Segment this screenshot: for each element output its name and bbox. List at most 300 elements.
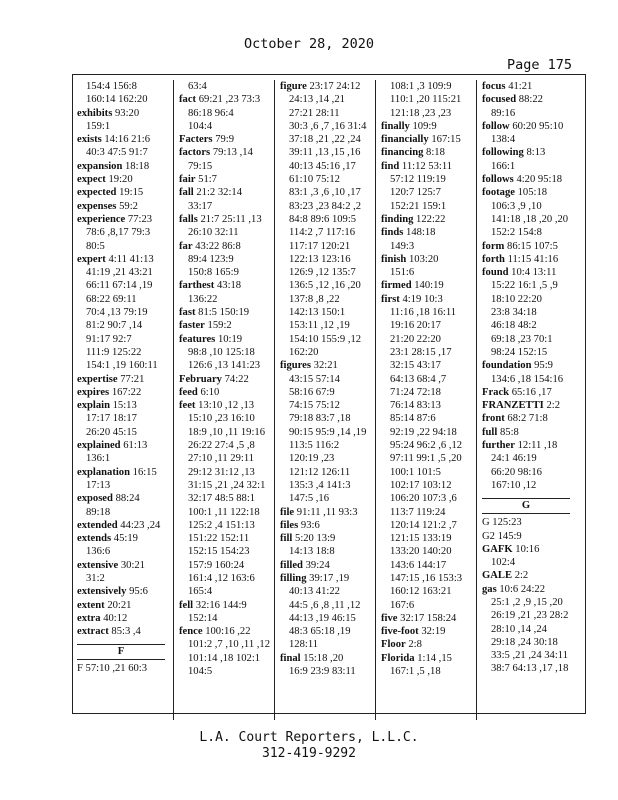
- index-term: feet: [179, 400, 196, 412]
- index-entry: [381, 120, 473, 133]
- index-continuation-line: 18:10 22:20: [491, 293, 542, 305]
- index-continuation-line: 135:3 ,4 141:3: [289, 479, 351, 491]
- index-entry: [280, 359, 372, 372]
- index-continuation-line: 89:18: [86, 506, 111, 518]
- index-entry: [482, 439, 574, 452]
- index-continuation-line: 102:17 103:12: [390, 479, 452, 491]
- index-term: figures: [280, 360, 311, 372]
- index-term: firmed: [381, 280, 412, 292]
- index-page-refs: 86:15 107:5: [507, 240, 558, 252]
- index-entry: [280, 519, 372, 532]
- index-continuation-line: 134:6 ,18 154:16: [491, 373, 564, 385]
- index-entry: [280, 506, 372, 519]
- index-page-refs: 122:22: [416, 213, 446, 225]
- index-term: Floor: [381, 639, 406, 651]
- index-continuation-line: 98:24 152:15: [491, 346, 548, 358]
- index-column-2: [179, 80, 271, 720]
- index-page-refs: 10:19: [217, 333, 243, 345]
- index-entry: [482, 93, 574, 106]
- index-continuation-line: 136:1: [86, 453, 111, 465]
- index-page-refs: 4:20 95:18: [516, 174, 563, 186]
- index-continuation-line: 26:22 27:4 ,5 ,8: [188, 440, 255, 452]
- index-term: expansion: [77, 160, 123, 172]
- index-term: explained: [77, 440, 121, 452]
- index-entry: [179, 333, 271, 346]
- index-page-refs: 167:15: [431, 134, 461, 146]
- index-continuation-line: 70:4 ,13 79:19: [86, 307, 148, 319]
- column-divider: [476, 80, 477, 720]
- index-page-refs: 8:18: [426, 147, 445, 159]
- index-term: extended: [77, 519, 118, 531]
- index-entry: [381, 226, 473, 239]
- index-continuation-line: 83:23 ,23 84:2 ,2: [289, 200, 362, 212]
- index-column-3: [280, 80, 372, 720]
- index-continuation-line: 27:21 28:11: [289, 107, 340, 119]
- index-continuation-line: 97:11 99:1 ,5 ,20: [390, 453, 462, 465]
- index-continuation-line: 120:7 125:7: [390, 187, 441, 199]
- index-entry: [482, 173, 574, 186]
- index-continuation-line: 63:4: [188, 81, 207, 92]
- index-term: focused: [482, 94, 517, 106]
- index-continuation-line: 81:2 90:7 ,14: [86, 320, 143, 332]
- index-entry: [77, 585, 169, 598]
- index-continuation-line: 26:19 ,21 ,23 28:2: [491, 610, 569, 622]
- index-page-refs: 10:16: [515, 543, 540, 555]
- footer-phone: 312-419-9292: [262, 746, 356, 761]
- index-continuation-line: 120:19 ,23: [289, 453, 335, 465]
- index-page-refs: 43:18: [216, 280, 242, 292]
- index-page-refs: 148:18: [406, 227, 436, 239]
- index-entry: [381, 146, 473, 159]
- index-entry: [381, 213, 473, 226]
- index-entry: [482, 266, 574, 279]
- index-continuation-line: 133:20 140:20: [390, 546, 452, 558]
- index-term: follow: [482, 120, 510, 132]
- index-term: experience: [77, 213, 126, 225]
- index-continuation-line: 68:22 69:11: [86, 293, 137, 305]
- index-continuation-line: 41:19 ,21 43:21: [86, 267, 153, 279]
- index-term: fill: [280, 533, 293, 545]
- index-entry: [179, 373, 271, 386]
- index-term: expect: [77, 174, 106, 186]
- index-entry: [280, 559, 372, 572]
- index-continuation-line: 160:12 163:21: [390, 586, 452, 598]
- index-term: exposed: [77, 493, 113, 505]
- index-continuation-line: 110:1 ,20 115:21: [390, 94, 462, 106]
- index-continuation-line: 152:15 154:23: [188, 546, 250, 558]
- index-entry: [482, 253, 574, 266]
- index-term: faster: [179, 320, 205, 332]
- index-continuation-line: 104:5: [188, 666, 213, 678]
- index-continuation-line: 117:17 120:21: [289, 240, 351, 252]
- index-continuation-line: 111:9 125:22: [86, 346, 142, 358]
- index-continuation-line: 154:1 ,19 160:11: [86, 360, 158, 372]
- index-continuation-line: 167:10 ,12: [491, 479, 537, 491]
- index-page-refs: 21:7 25:11 ,13: [200, 213, 262, 225]
- index-continuation-line: 86:18 96:4: [188, 107, 234, 119]
- index-term: GALE: [482, 570, 513, 582]
- index-entry: [179, 133, 271, 146]
- index-page-refs: 77:23: [127, 213, 153, 225]
- index-term: explain: [77, 400, 110, 412]
- index-page-refs: 40:12: [103, 612, 128, 624]
- index-page-refs: 74:22: [224, 373, 249, 385]
- index-continuation-line: 114:2 ,7 117:16: [289, 227, 356, 239]
- index-continuation-line: 66:11 67:14 ,19: [86, 280, 153, 292]
- index-entry: [77, 599, 169, 612]
- index-continuation-line: 106:20 107:3 ,6: [390, 493, 457, 505]
- index-continuation-line: 17:17 18:17: [86, 413, 137, 425]
- index-continuation-line: 19:16 20:17: [390, 320, 441, 332]
- index-entry: [77, 625, 169, 638]
- index-continuation-line: 16:9 23:9 83:11: [289, 666, 356, 678]
- index-continuation-line: 90:15 95:9 ,14 ,19: [289, 426, 367, 438]
- index-continuation-line: 17:13: [86, 479, 111, 491]
- index-term: further: [482, 440, 515, 452]
- index-term: Frack: [482, 386, 510, 398]
- index-entry: [179, 306, 271, 319]
- index-term: finding: [381, 213, 414, 225]
- index-entry: [179, 625, 271, 638]
- index-entry: [179, 146, 271, 159]
- index-continuation-line: 113:7 119:24: [390, 506, 446, 518]
- index-term: extract: [77, 626, 109, 638]
- index-continuation-line: 138:4: [491, 134, 516, 146]
- index-continuation-line: 106:3 ,9 ,10: [491, 200, 542, 212]
- index-continuation-line: 31:15 ,21 ,24 32:1: [188, 479, 266, 491]
- index-continuation-line: 44:13 ,19 46:15: [289, 612, 356, 624]
- index-entry: [482, 543, 574, 556]
- index-entry: F 57:10 ,21 60:3: [77, 663, 148, 675]
- index-continuation-line: 160:14 162:20: [86, 94, 148, 106]
- column-divider: [274, 80, 275, 720]
- index-entry: G 125:23: [482, 517, 522, 529]
- index-entry: [77, 373, 169, 386]
- index-term: final: [280, 652, 301, 664]
- index-continuation-line: 136:5 ,12 ,16 ,20: [289, 280, 361, 292]
- index-continuation-line: 28:10 ,14 ,24: [491, 623, 547, 635]
- index-term: found: [482, 267, 509, 279]
- index-entry: [482, 80, 574, 93]
- index-entry: [381, 293, 473, 306]
- index-continuation-line: 85:14 87:6: [390, 413, 436, 425]
- index-continuation-line: 154:4 156:8: [86, 81, 137, 92]
- index-term: filled: [280, 559, 303, 571]
- index-page-refs: 23:17 24:12: [309, 81, 361, 92]
- index-page-refs: 19:20: [108, 174, 133, 186]
- index-entry: [179, 279, 271, 292]
- index-continuation-line: 38:7 64:13 ,17 ,18: [491, 663, 569, 675]
- index-page-refs: 4:19 10:3: [402, 293, 443, 305]
- index-continuation-line: 32:17 48:5 88:1: [188, 493, 256, 505]
- index-term: following: [482, 147, 524, 159]
- index-continuation-line: 66:20 98:16: [491, 466, 542, 478]
- index-entry: [77, 559, 169, 572]
- index-continuation-line: 162:20: [289, 346, 319, 358]
- section-letter-heading: G: [482, 498, 570, 514]
- index-entry: [482, 359, 574, 372]
- index-continuation-line: 32:15 43:17: [390, 360, 441, 372]
- index-continuation-line: 30:3 ,6 ,7 ,16 31:4: [289, 120, 367, 132]
- index-term: fast: [179, 307, 196, 319]
- index-continuation-line: 104:4: [188, 120, 213, 132]
- index-term: farthest: [179, 280, 215, 292]
- index-page-refs: 41:21: [508, 81, 533, 92]
- index-continuation-line: 58:16 67:9: [289, 386, 335, 398]
- index-entry: [381, 652, 473, 665]
- index-page-refs: 88:24: [115, 493, 140, 505]
- index-continuation-line: 39:11 ,13 ,15 ,16: [289, 147, 361, 159]
- index-term: Florida: [381, 652, 415, 664]
- index-page-refs: 32:19: [421, 626, 446, 638]
- index-continuation-line: 46:18 48:2: [491, 320, 537, 332]
- index-continuation-line: 159:1: [86, 120, 111, 132]
- index-continuation-line: 167:1 ,5 ,18: [390, 666, 441, 678]
- index-continuation-line: 152:14: [188, 612, 218, 624]
- index-entry: [381, 133, 473, 146]
- index-entry: [77, 160, 169, 173]
- footer-company: L.A. Court Reporters, L.L.C.: [199, 730, 419, 745]
- column-divider: [375, 80, 376, 720]
- index-page-refs: 68:2 71:8: [507, 413, 548, 425]
- page-number: Page 175: [506, 57, 572, 73]
- index-continuation-line: 152:21 159:1: [390, 200, 447, 212]
- index-page-refs: 81:5 150:19: [198, 307, 250, 319]
- index-continuation-line: 40:13 41:22: [289, 586, 340, 598]
- index-term: focus: [482, 81, 506, 92]
- index-continuation-line: 18:9 ,10 ,11 19:16: [188, 426, 266, 438]
- index-term: finish: [381, 253, 407, 265]
- index-continuation-line: 128:11: [289, 639, 319, 651]
- index-continuation-line: 79:18 83:7 ,18: [289, 413, 351, 425]
- index-term: foundation: [482, 360, 532, 372]
- index-entry: [77, 492, 169, 505]
- index-page-refs: 19:15: [119, 187, 144, 199]
- index-continuation-line: 108:1 ,3 109:9: [390, 81, 452, 92]
- index-term: fair: [179, 174, 196, 186]
- index-entry: [179, 93, 271, 106]
- index-entry: [77, 213, 169, 226]
- index-continuation-line: 24:1 46:19: [491, 453, 537, 465]
- index-page-refs: 43:22 86:8: [195, 240, 241, 252]
- index-term: follows: [482, 174, 514, 186]
- index-page-refs: 88:22: [518, 94, 543, 106]
- index-page-refs: 51:7: [198, 174, 217, 186]
- index-term: expected: [77, 187, 117, 199]
- index-continuation-line: 43:15 57:14: [289, 373, 340, 385]
- index-page-refs: 11:15 41:16: [507, 253, 559, 265]
- index-entry: [482, 240, 574, 253]
- index-entry: [179, 213, 271, 226]
- index-continuation-line: 71:24 72:18: [390, 386, 441, 398]
- index-term: form: [482, 240, 505, 252]
- index-term: features: [179, 333, 216, 345]
- index-entry: [179, 186, 271, 199]
- index-continuation-line: 27:10 ,11 29:11: [188, 453, 255, 465]
- index-term: finds: [381, 227, 404, 239]
- index-page-refs: 10:6 24:22: [499, 583, 545, 595]
- index-continuation-line: 76:14 83:13: [390, 400, 441, 412]
- index-continuation-line: 15:10 ,23 16:10: [188, 413, 255, 425]
- index-continuation-line: 113:5 116:2: [289, 440, 340, 452]
- index-entry: [482, 120, 574, 133]
- index-entry: [381, 625, 473, 638]
- index-entry: [280, 532, 372, 545]
- header-date: October 28, 2020: [243, 36, 375, 52]
- index-continuation-line: 23:8 34:18: [491, 307, 537, 319]
- index-continuation-line: 101:2 ,7 ,10 ,11 ,12: [188, 639, 271, 651]
- index-page-refs: 95:9: [534, 360, 553, 372]
- index-entry: [381, 612, 473, 625]
- index-entry: [77, 466, 169, 479]
- index-page-refs: 93:20: [114, 107, 140, 119]
- index-continuation-line: 40:13 45:16 ,17: [289, 160, 356, 172]
- index-page-refs: 91:11 ,11 93:3: [296, 506, 358, 518]
- index-page-refs: 100:16 ,22: [205, 626, 251, 638]
- index-continuation-line: 122:13 123:16: [289, 253, 351, 265]
- index-entry: [77, 612, 169, 625]
- section-letter-heading: F: [77, 644, 165, 660]
- index-entry: G2 145:9: [482, 530, 522, 542]
- index-term: financing: [381, 147, 424, 159]
- index-entry: [280, 80, 372, 93]
- index-page-refs: 77:21: [120, 373, 145, 385]
- index-continuation-line: 121:18 ,23 ,23: [390, 107, 452, 119]
- index-continuation-line: 157:9 160:24: [188, 559, 245, 571]
- index-continuation-line: 154:10 155:9 ,12: [289, 333, 362, 345]
- index-term: find: [381, 160, 400, 172]
- index-continuation-line: 25:1 ,2 ,9 ,15 ,20: [491, 596, 563, 608]
- index-page-refs: 79:13 ,14: [212, 147, 253, 159]
- index-continuation-line: 141:18 ,18 ,20 ,20: [491, 213, 569, 225]
- index-page-refs: 1:14 ,15: [417, 652, 452, 664]
- index-term: full: [482, 426, 498, 438]
- index-page-refs: 95:6: [129, 586, 148, 598]
- index-entry: [381, 253, 473, 266]
- index-page-refs: 65:16 ,17: [511, 386, 552, 398]
- index-page-refs: 6:10: [200, 386, 220, 398]
- index-term: fell: [179, 599, 194, 611]
- index-term: extensive: [77, 559, 119, 571]
- index-term: gas: [482, 583, 497, 595]
- index-continuation-line: 102:4: [491, 557, 516, 569]
- index-continuation-line: 11:16 ,18 16:11: [390, 307, 457, 319]
- index-page-refs: 21:2 32:14: [196, 187, 242, 199]
- index-term: filling: [280, 572, 307, 584]
- index-page-refs: 59:2: [119, 200, 138, 212]
- index-page-refs: 45:19: [113, 533, 138, 545]
- index-page-refs: 39:24: [305, 559, 330, 571]
- index-continuation-line: 166:1: [491, 160, 516, 172]
- index-column-5: [482, 80, 574, 720]
- index-term: five-foot: [381, 626, 419, 638]
- index-continuation-line: 33:5 ,21 ,24 34:11: [491, 650, 569, 662]
- index-continuation-line: 89:4 123:9: [188, 253, 234, 265]
- index-page-refs: 140:19: [414, 280, 444, 292]
- index-term: finally: [381, 120, 410, 132]
- index-continuation-line: 44:5 ,6 ,8 ,11 ,12: [289, 599, 361, 611]
- index-term: Facters: [179, 134, 213, 146]
- index-continuation-line: 33:17: [188, 200, 213, 212]
- index-term: exhibits: [77, 107, 113, 119]
- index-continuation-line: 80:5: [86, 240, 105, 252]
- index-column-1: [77, 80, 169, 720]
- index-continuation-line: 151:22 152:11: [188, 533, 250, 545]
- index-term: GAFK: [482, 543, 513, 555]
- index-continuation-line: 98:8 ,10 125:18: [188, 346, 255, 358]
- index-entry: [179, 319, 271, 332]
- index-term: explanation: [77, 466, 130, 478]
- index-term: expires: [77, 386, 110, 398]
- index-continuation-line: 126:9 ,12 135:7: [289, 267, 356, 279]
- index-continuation-line: 14:13 18:8: [289, 546, 335, 558]
- index-column-4: [381, 80, 473, 720]
- index-continuation-line: 23:1 28:15 ,17: [390, 346, 452, 358]
- index-continuation-line: 120:14 121:2 ,7: [390, 519, 457, 531]
- index-continuation-line: 40:3 47:5 91:7: [86, 147, 148, 159]
- index-continuation-line: 37:18 ,21 ,22 ,24: [289, 134, 361, 146]
- index-page-refs: 167:22: [111, 386, 142, 398]
- index-term: financially: [381, 134, 429, 146]
- index-term: file: [280, 506, 295, 518]
- index-term: figure: [280, 81, 307, 92]
- index-page-refs: 30:21: [120, 559, 145, 571]
- index-page-refs: 2:2: [514, 570, 529, 582]
- index-entry: [381, 638, 473, 651]
- index-entry: [179, 599, 271, 612]
- index-term: extent: [77, 599, 105, 611]
- index-continuation-line: 101:14 ,18 102:1: [188, 652, 261, 664]
- index-entry: [482, 146, 574, 159]
- index-entry: [381, 279, 473, 292]
- index-entry: [280, 572, 372, 585]
- index-continuation-line: 121:15 133:19: [390, 533, 452, 545]
- index-continuation-line: 167:6: [390, 599, 415, 611]
- index-continuation-line: 149:3: [390, 240, 415, 252]
- index-continuation-line: 150:8 165:9: [188, 267, 239, 279]
- index-continuation-line: 29:12 31:12 ,13: [188, 466, 255, 478]
- index-entry: [179, 240, 271, 253]
- index-continuation-line: 161:4 ,12 163:6: [188, 572, 255, 584]
- index-term: fact: [179, 94, 197, 106]
- index-page-refs: 105:18: [517, 187, 548, 199]
- index-entry: [482, 412, 574, 425]
- index-continuation-line: 24:13 ,14 ,21: [289, 94, 345, 106]
- index-entry: [77, 200, 169, 213]
- index-continuation-line: 137:8 ,8 ,22: [289, 293, 340, 305]
- index-continuation-line: 95:24 96:2 ,6 ,12: [390, 440, 463, 452]
- index-entry: [381, 160, 473, 173]
- index-term: far: [179, 240, 193, 252]
- index-continuation-line: 15:22 16:1 ,5 ,9: [491, 280, 558, 292]
- index-continuation-line: 142:13 150:1: [289, 307, 346, 319]
- index-entry: [77, 386, 169, 399]
- index-continuation-line: 153:11 ,12 ,19: [289, 320, 350, 332]
- index-entry: [77, 173, 169, 186]
- index-term: expert: [77, 253, 106, 265]
- index-term: files: [280, 519, 299, 531]
- index-page-refs: 16:15: [132, 466, 157, 478]
- index-page-refs: 10:4 13:11: [511, 267, 557, 279]
- index-continuation-line: 74:15 75:12: [289, 400, 340, 412]
- index-term: expertise: [77, 373, 118, 385]
- index-continuation-line: 125:2 ,4 151:13: [188, 519, 255, 531]
- index-term: expenses: [77, 200, 117, 212]
- index-continuation-line: 64:13 68:4 ,7: [390, 373, 447, 385]
- column-divider: [173, 80, 174, 720]
- index-page-refs: 18:18: [125, 160, 150, 172]
- index-term: falls: [179, 213, 198, 225]
